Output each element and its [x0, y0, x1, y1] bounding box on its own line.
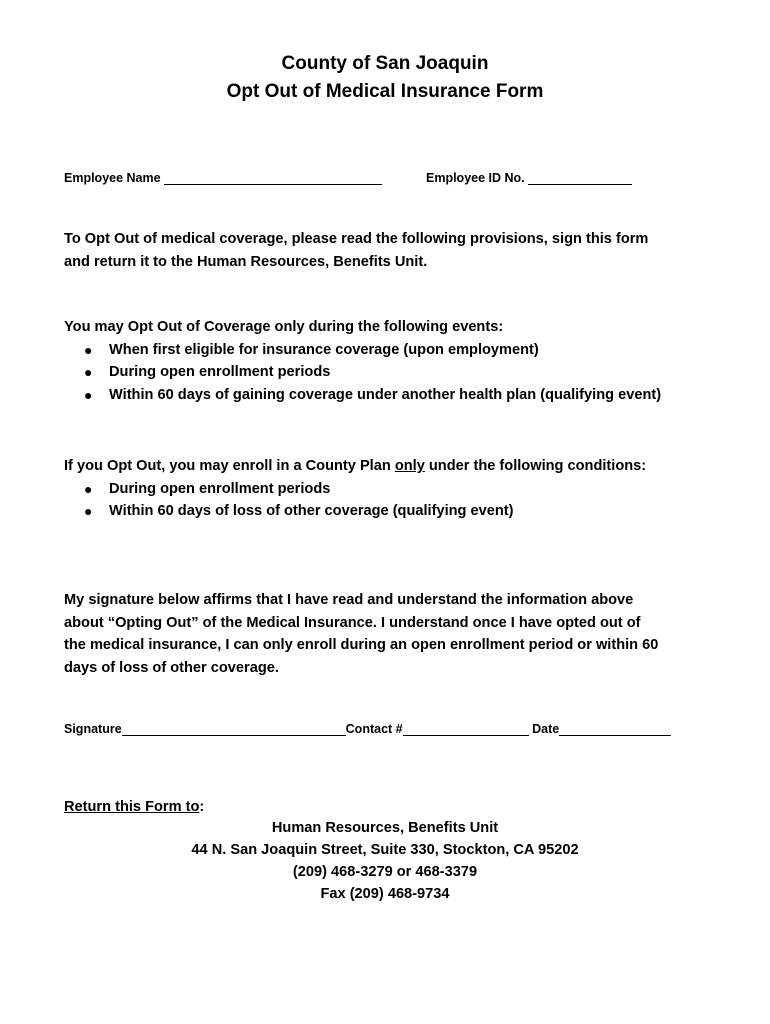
intro-line: and return it to the Human Resources, Benefits Unit. — [64, 253, 428, 270]
list-item: ● When first eligible for insurance coverage (upon employment) — [64, 339, 724, 362]
employee-name-line[interactable] — [164, 171, 382, 185]
employee-name-field[interactable] — [64, 171, 382, 185]
list-item: ● Within 60 days of gaining coverage under another health plan (qualifying event) — [64, 384, 724, 407]
enroll-section — [64, 455, 724, 523]
date-label: Date — [532, 722, 560, 736]
org-title: County of San Joaquin — [281, 53, 489, 74]
signature-row — [64, 722, 724, 740]
address-line: Human Resources, Benefits Unit — [271, 820, 499, 836]
address-line: 44 N. San Joaquin Street, Suite 330, Stockton, CA 95202 — [191, 842, 579, 858]
enroll-list — [64, 478, 724, 523]
bullet-icon: ● — [84, 341, 93, 358]
employee-name-label: Employee Name — [64, 171, 161, 185]
intro-line: To Opt Out of medical coverage, please read the following provisions, sign this form — [64, 231, 649, 247]
bullet-icon: ● — [84, 364, 93, 380]
emphasis-only: only — [394, 458, 425, 474]
affirmation-line: about “Opting Out” of the Medical Insurance. I understand once I have opted out of — [64, 614, 641, 631]
affirmation-line: days of loss of other coverage. — [64, 659, 279, 676]
opt-out-section — [64, 316, 724, 406]
enroll-lead: If you Opt Out, you may enroll in a County Plan only under the following conditions: — [64, 458, 647, 474]
employee-id-label: Employee ID No. — [426, 171, 525, 185]
employee-id-line[interactable] — [528, 171, 632, 185]
form-title: Opt Out of Medical Insurance Form — [226, 81, 544, 102]
bullet-icon: ● — [84, 503, 93, 519]
bullet-icon: ● — [84, 386, 93, 403]
address-line: (209) 468-3279 or 468-3379 — [292, 864, 478, 880]
contact-line[interactable] — [403, 722, 529, 736]
list-item: ● During open enrollment periods — [64, 361, 724, 384]
return-heading: Return this Form to: — [64, 799, 205, 815]
signature-label: Signature — [64, 722, 122, 736]
contact-label: Contact # — [345, 722, 403, 736]
affirmation-line: the medical insurance, I can only enroll during an open enrollment period or within 60 — [64, 637, 659, 653]
opt-out-list — [64, 339, 724, 407]
employee-fields-row — [64, 171, 704, 189]
bullet-icon: ● — [84, 480, 93, 497]
affirmation-line: My signature below affirms that I have read and understand the information above — [64, 592, 634, 608]
list-item: ● During open enrollment periods — [64, 478, 724, 501]
return-address — [0, 817, 770, 905]
employee-id-field[interactable] — [426, 171, 632, 185]
intro-paragraph — [64, 228, 724, 273]
list-item: ● Within 60 days of loss of other coverage (qualifying event) — [64, 500, 724, 523]
affirmation-paragraph — [64, 589, 724, 679]
opt-out-lead: You may Opt Out of Coverage only during the following events: — [64, 319, 504, 335]
signature-line[interactable] — [122, 722, 346, 736]
address-line: Fax (209) 468-9734 — [320, 886, 450, 902]
date-line[interactable] — [559, 722, 671, 736]
